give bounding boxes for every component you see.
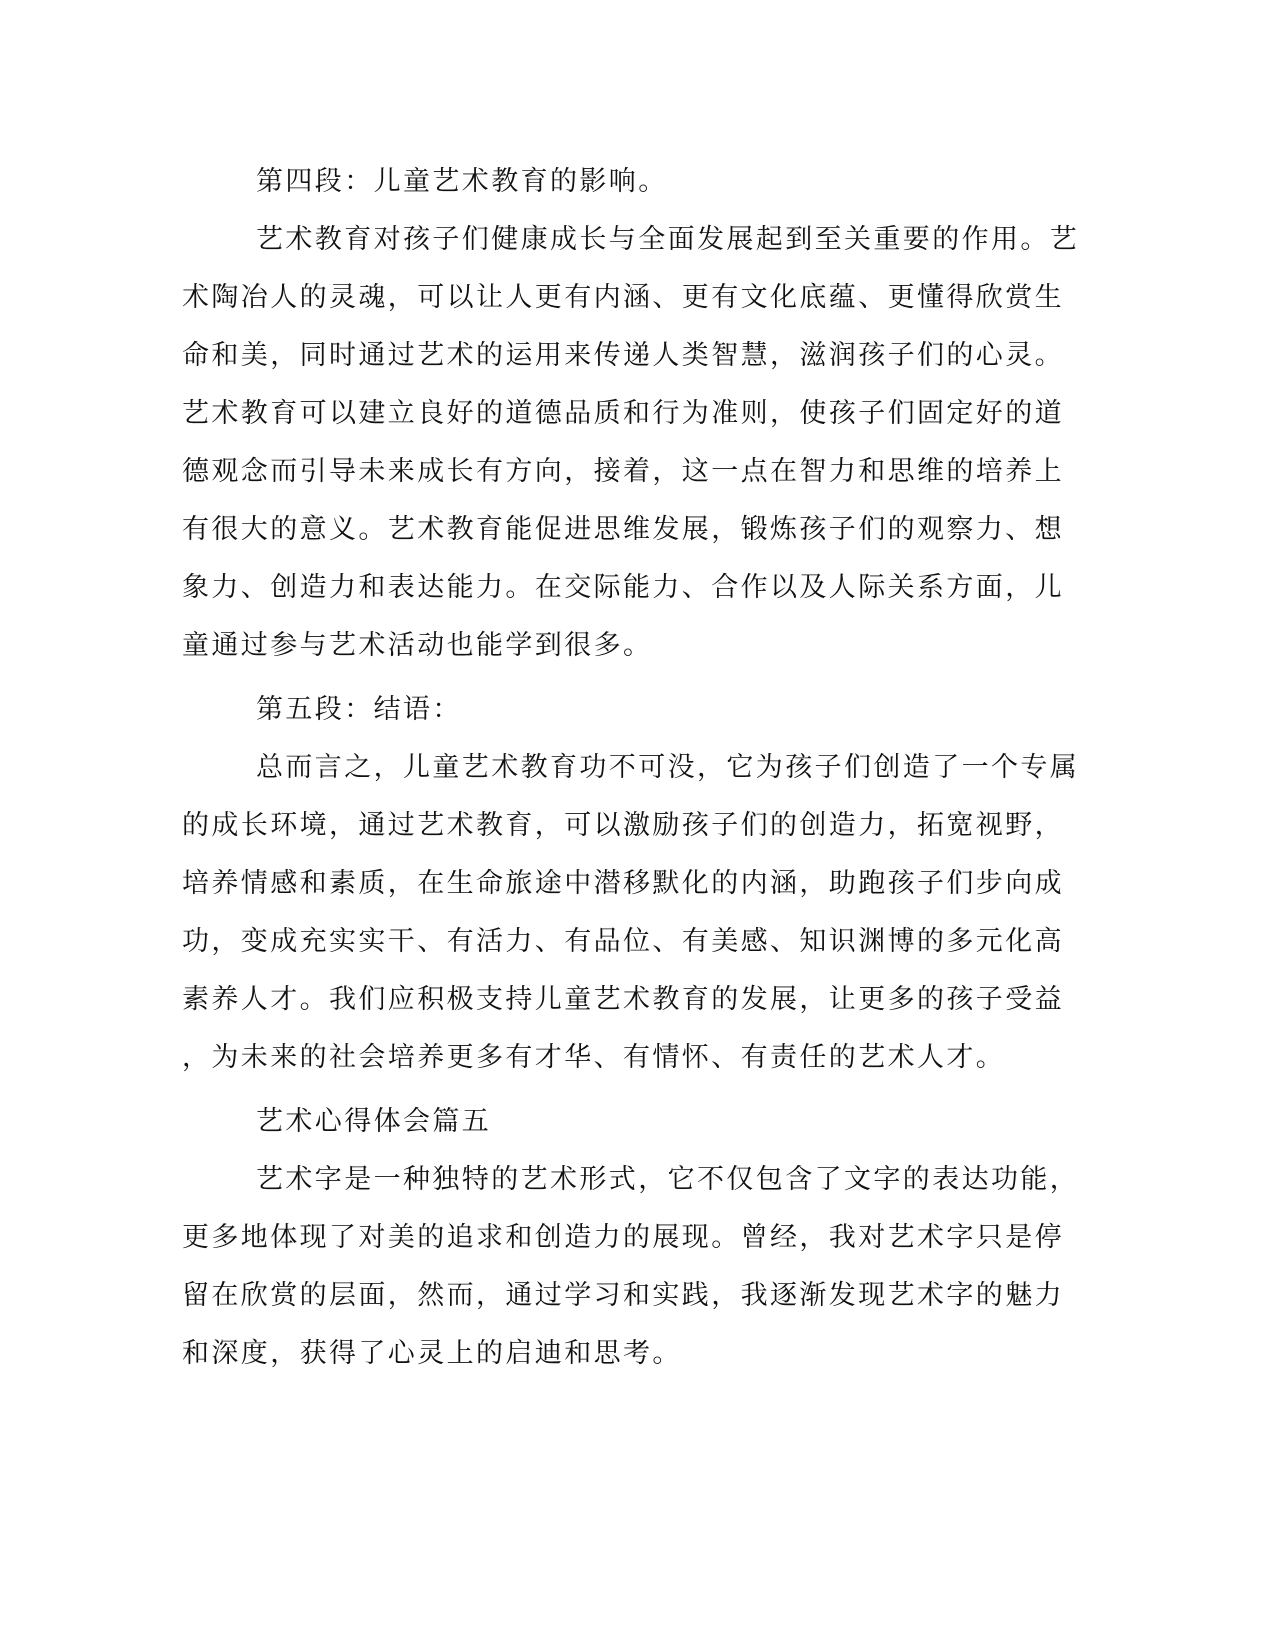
paragraph-line: 童通过参与艺术活动也能学到很多。	[182, 630, 653, 661]
paragraph-line: 有很大的意义。艺术教育能促进思维发展，锻炼孩子们的观察力、想	[182, 514, 1064, 545]
paragraph-line: 的成长环境，通过艺术教育，可以激励孩子们的创造力，拓宽视野，	[182, 810, 1064, 841]
paragraph-line: 艺术字是一种独特的艺术形式，它不仅包含了文字的表达功能，	[256, 1164, 1080, 1195]
paragraph-line: 更多地体现了对美的追求和创造力的展现。曾经，我对艺术字只是停	[182, 1222, 1064, 1253]
paragraph-line: 和深度，获得了心灵上的启迪和思考。	[182, 1338, 682, 1369]
paragraph-line: 总而言之，儿童艺术教育功不可没，它为孩子们创造了一个专属	[256, 752, 1080, 783]
paragraph-line: 素养人才。我们应积极支持儿童艺术教育的发展，让更多的孩子受益	[182, 984, 1064, 1015]
paragraph-line: ，为未来的社会培养更多有才华、有情怀、有责任的艺术人才。	[182, 1042, 1006, 1073]
paragraph-line: 艺术教育对孩子们健康成长与全面发展起到至关重要的作用。艺	[256, 224, 1080, 255]
article-title: 艺术心得体会篇五	[256, 1106, 492, 1137]
section-heading-4: 第四段：儿童艺术教育的影响。	[256, 166, 668, 197]
section-heading-5: 第五段：结语：	[256, 694, 462, 725]
paragraph-line: 留在欣赏的层面，然而，通过学习和实践，我逐渐发现艺术字的魅力	[182, 1280, 1064, 1311]
paragraph-line: 艺术教育可以建立良好的道德品质和行为准则，使孩子们固定好的道	[182, 398, 1064, 429]
paragraph-line: 德观念而引导未来成长有方向，接着，这一点在智力和思维的培养上	[182, 456, 1064, 487]
paragraph-line: 象力、创造力和表达能力。在交际能力、合作以及人际关系方面，儿	[182, 572, 1064, 603]
paragraph-line: 功，变成充实实干、有活力、有品位、有美感、知识渊博的多元化高	[182, 926, 1064, 957]
paragraph-line: 培养情感和素质，在生命旅途中潜移默化的内涵，助跑孩子们步向成	[182, 868, 1064, 899]
paragraph-line: 术陶冶人的灵魂，可以让人更有内涵、更有文化底蕴、更懂得欣赏生	[182, 282, 1064, 313]
paragraph-line: 命和美，同时通过艺术的运用来传递人类智慧，滋润孩子们的心灵。	[182, 340, 1064, 371]
